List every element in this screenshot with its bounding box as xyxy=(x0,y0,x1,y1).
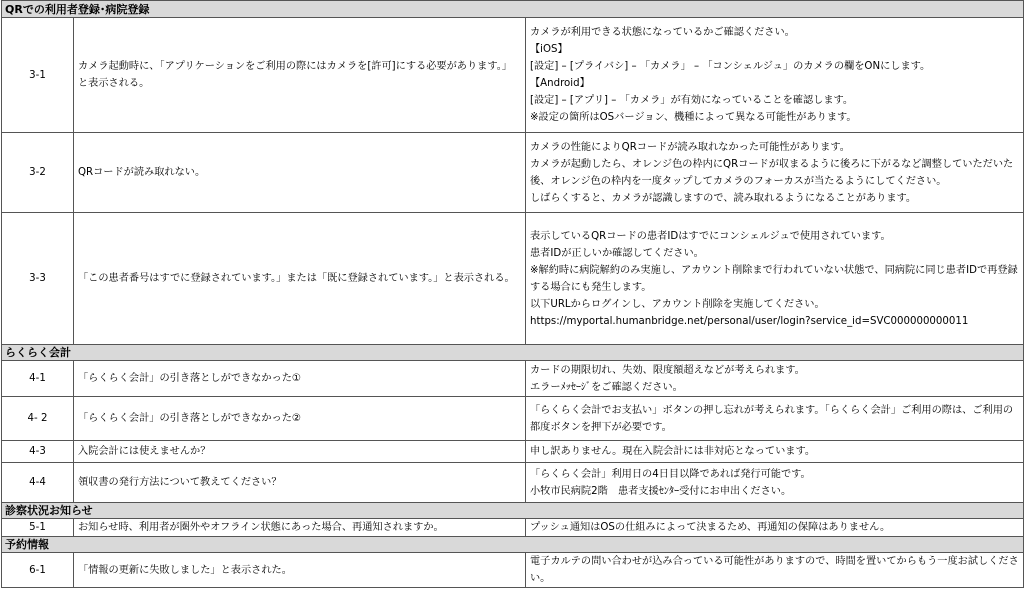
question-line: カメラ起動時に、「アプリケーションをご利用の際にはカメラを[許可]にする必要があります。」と表示される。 xyxy=(78,61,512,89)
faq-number: 5-1 xyxy=(2,519,74,537)
answer-line: ※設定の箇所はOSバージョン、機種によって異なる可能性があります。 xyxy=(530,112,857,123)
question-line: お知らせ時、利用者が圏外やオフライン状態にあった場合、再通知されますか。 xyxy=(78,522,444,533)
faq-question xyxy=(74,553,526,588)
faq-answer xyxy=(526,18,1024,133)
question-line: 入院会計には使えませんか？ xyxy=(78,446,211,457)
question-line: 「らくらく会計」の引き落としができなかった① xyxy=(78,373,302,384)
answer-line: カードの期限切れ、失効、限度額超えなどが考えられます。 xyxy=(530,364,805,376)
faq-row xyxy=(2,519,1024,537)
faq-number: 3-3 xyxy=(2,213,74,345)
answer-line: 【Android】 xyxy=(530,78,590,89)
answer-line: プッシュ通知はOSの仕組みによって決まるため、再通知の保障はありません。 xyxy=(530,522,891,533)
answer-line: しばらくすると、カメラが認識しますので、読み取れるようになることがあります。 xyxy=(530,192,917,204)
question-line: QRコードが読み取れない。 xyxy=(78,167,206,178)
answer-line: 電子カルテの問い合わせが込み合っている可能性がありますので、時間を置いてからもう一度お試しください。 xyxy=(530,556,1019,584)
faq-row xyxy=(2,133,1024,213)
answer-line: カメラの性能によりQRコードが読み取れなかった可能性があります。 xyxy=(530,141,850,153)
faq-number: 4-3 xyxy=(2,441,74,463)
section-title: 予約情報 xyxy=(2,537,1024,553)
faq-answer xyxy=(526,361,1024,397)
section-title: 診察状況お知らせ xyxy=(2,503,1024,519)
faq-question xyxy=(74,18,526,133)
answer-line: 【iOS】 xyxy=(530,44,568,55)
answer-line: 「らくらく会計」利用日の4日目以降であれば発行可能です。 xyxy=(530,468,811,480)
faq-table-body xyxy=(2,1,1024,588)
section-header-row xyxy=(2,1,1024,18)
answer-line: カメラが利用できる状態になっているかご確認ください。 xyxy=(530,27,795,38)
faq-question xyxy=(74,463,526,503)
faq-question xyxy=(74,397,526,441)
answer-line: 申し訳ありません。現在入院会計には非対応となっています。 xyxy=(530,446,816,457)
faq-answer xyxy=(526,441,1024,463)
faq-row xyxy=(2,213,1024,345)
faq-number: 4- 2 xyxy=(2,397,74,441)
faq-number: 4-4 xyxy=(2,463,74,503)
faq-row xyxy=(2,361,1024,397)
faq-row xyxy=(2,463,1024,503)
faq-answer xyxy=(526,519,1024,537)
answer-line: ※解約時に病院解約のみ実施し、アカウント削除まで行われていない状態で、同病院に同じ患者IDで再登録する場合にも発生します。 xyxy=(530,264,1018,293)
answer-line: [設定] – [プライバシ] – 「カメラ」 – 「コンシェルジュ」のカメラの欄をONにします。 xyxy=(530,61,931,72)
faq-number: 6-1 xyxy=(2,553,74,588)
question-line: 「らくらく会計」の引き落としができなかった② xyxy=(78,413,302,424)
answer-line: 表示しているQRコードの患者IDはすでにコンシェルジュで使用されています。 xyxy=(530,230,891,242)
faq-answer xyxy=(526,553,1024,588)
faq-answer xyxy=(526,133,1024,213)
answer-line: 小牧市民病院2階 患者支援ｾﾝﾀｰ受付にお申出ください。 xyxy=(530,485,792,497)
answer-line: 「らくらく会計でお支払い」ボタンの押し忘れが考えられます。「らくらく会計」ご利用の際は、ご利用の都度ボタンを押下が必要です。 xyxy=(530,404,1014,433)
answer-line: カメラが起動したら、オレンジ色の枠内にQRコードが収まるように後ろに下がるなど調整していただいた後、オレンジ色の枠内を一度タップしてカメラのフォーカスが当たるようにしてください。 xyxy=(530,158,1014,187)
section-title: QRでの利用者登録･病院登録 xyxy=(2,1,1024,18)
faq-answer xyxy=(526,213,1024,345)
faq-number: 4-1 xyxy=(2,361,74,397)
faq-row xyxy=(2,553,1024,588)
faq-question xyxy=(74,361,526,397)
faq-number: 3-2 xyxy=(2,133,74,213)
faq-question xyxy=(74,213,526,345)
faq-number: 3-1 xyxy=(2,18,74,133)
faq-question xyxy=(74,441,526,463)
question-line: 「情報の更新に失敗しました」と表示された。 xyxy=(78,564,292,576)
answer-line: 以下URLからログインし、アカウント削除を実施してください。 xyxy=(530,298,825,310)
section-header-row xyxy=(2,345,1024,361)
faq-row xyxy=(2,397,1024,441)
answer-line: エラーﾒｯｾｰｼﾞをご確認ください。 xyxy=(530,381,683,393)
section-header-row xyxy=(2,503,1024,519)
faq-answer xyxy=(526,397,1024,441)
faq-row xyxy=(2,441,1024,463)
section-title: らくらく会計 xyxy=(2,345,1024,361)
answer-line: https://myportal.humanbridge.net/personal/user/login?service_id=SVC000000000011 xyxy=(530,315,969,327)
section-header-row xyxy=(2,537,1024,553)
answer-line: 患者IDが正しいか確認してください。 xyxy=(530,247,704,259)
faq-table xyxy=(1,0,1024,588)
faq-answer xyxy=(526,463,1024,503)
question-line: 領収書の発行方法について教えてください？ xyxy=(78,477,282,488)
faq-row xyxy=(2,18,1024,133)
answer-line: [設定] – [アプリ] – 「カメラ」が有効になっていることを確認します。 xyxy=(530,95,854,106)
question-line: 「この患者番号はすでに登録されています。」または「既に登録されています。」と表示される。 xyxy=(78,273,515,284)
faq-question xyxy=(74,133,526,213)
faq-question xyxy=(74,519,526,537)
